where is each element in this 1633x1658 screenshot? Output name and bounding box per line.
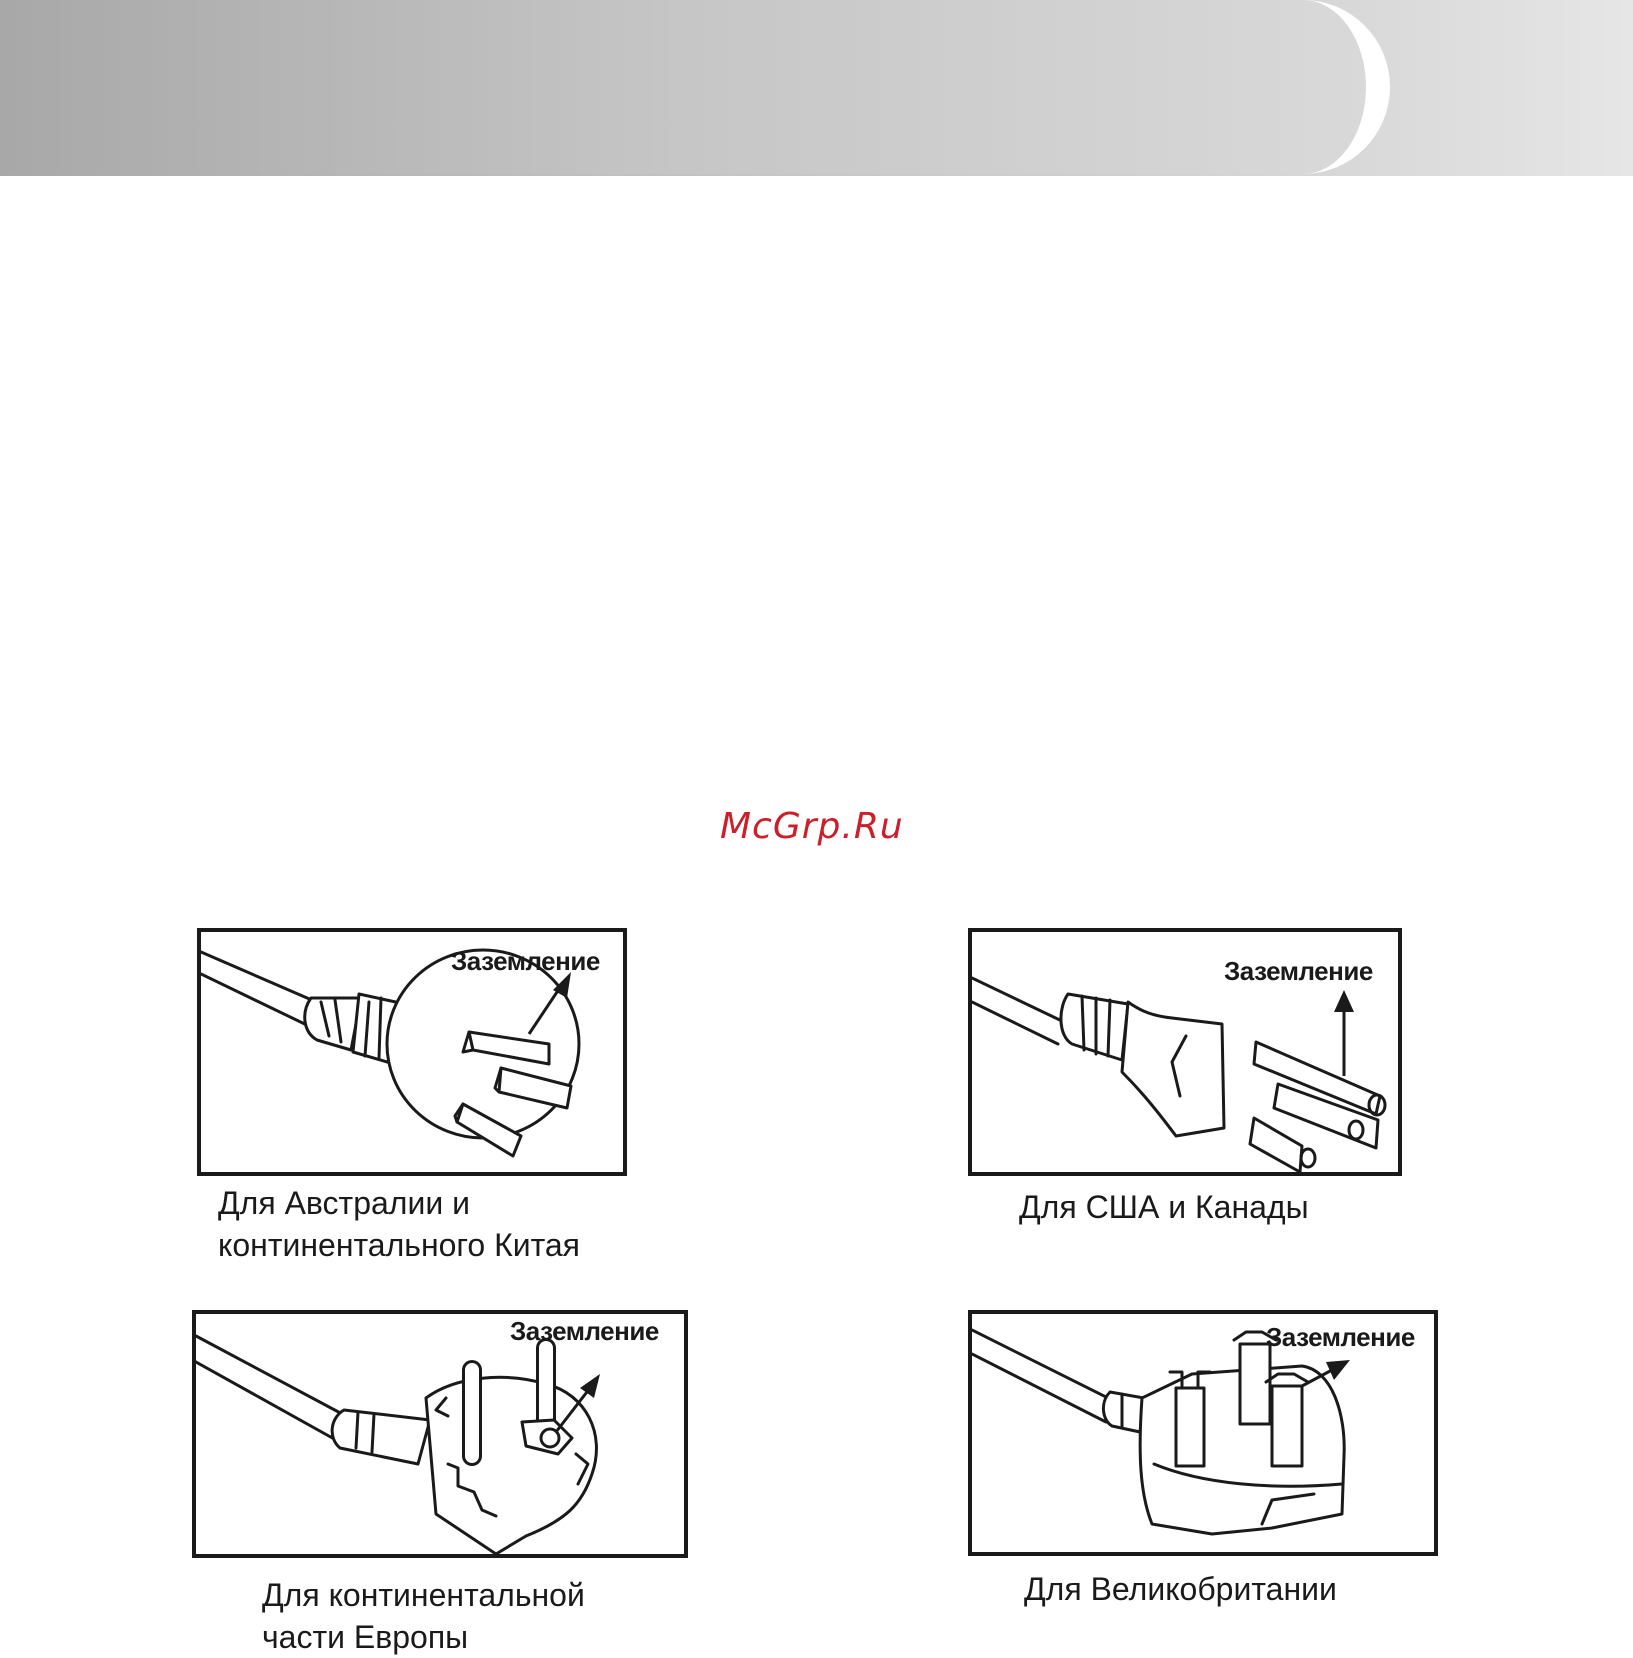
- plug-illustration-continental-europe: [192, 1310, 688, 1558]
- caption-continental-europe: [262, 1574, 585, 1658]
- caption-line: части Европы: [262, 1619, 469, 1655]
- caption-australia-china: [218, 1182, 580, 1266]
- ground-label: Заземление: [510, 1316, 659, 1346]
- plug-illustration-uk: [968, 1310, 1438, 1556]
- caption-line: Для Великобритании: [1024, 1571, 1337, 1607]
- caption-line: континентального Китая: [218, 1227, 580, 1263]
- ground-label: Заземление: [1266, 1322, 1415, 1352]
- caption-usa-canada: [1019, 1186, 1309, 1228]
- caption-line: Для континентальной: [262, 1577, 585, 1613]
- plug-illustration-usa-canada: [968, 928, 1402, 1176]
- plug-eu-drawing: [196, 1314, 688, 1558]
- ground-label: Заземление: [451, 946, 600, 976]
- ground-label: Заземление: [1224, 956, 1373, 986]
- header-tab: [0, 0, 1390, 174]
- caption-line: Для США и Канады: [1019, 1189, 1309, 1225]
- watermark: McGrp.Ru: [720, 806, 904, 847]
- caption-uk: [1024, 1568, 1337, 1610]
- caption-line: Для Австралии и: [218, 1185, 470, 1221]
- header-band: [0, 0, 1633, 176]
- plug-illustration-australia-china: [197, 928, 627, 1176]
